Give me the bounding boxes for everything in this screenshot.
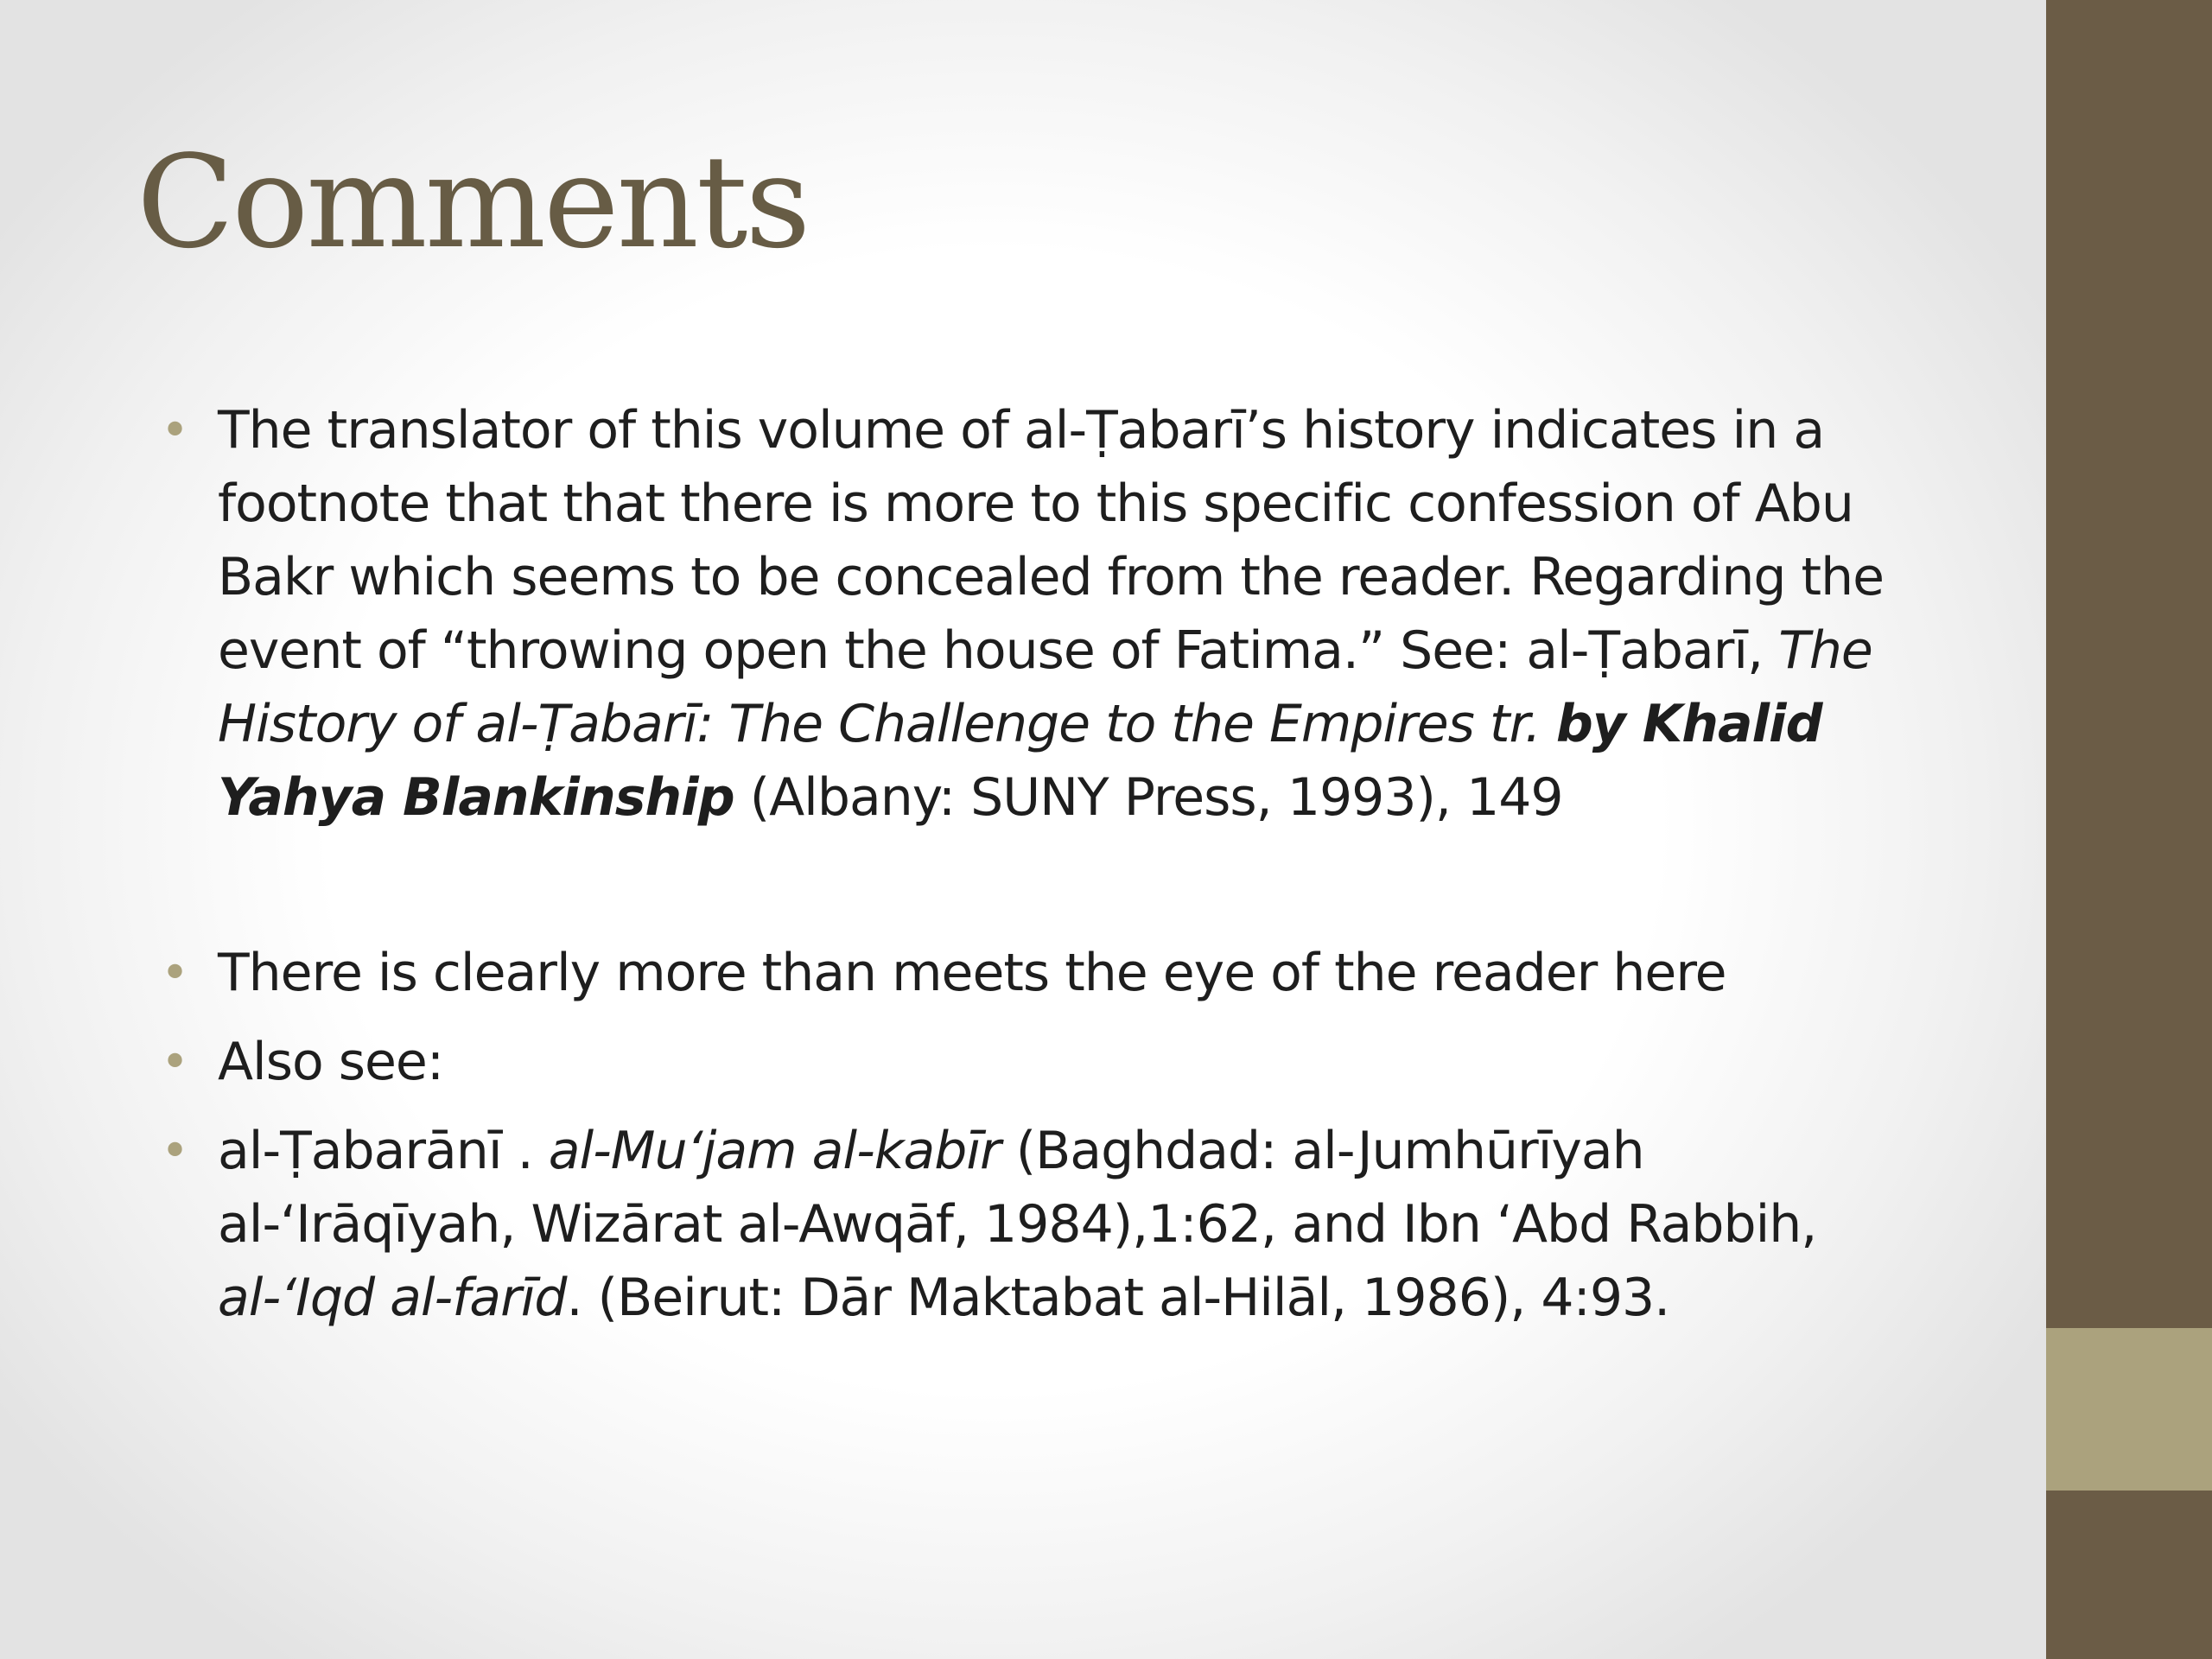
slide-body: [156, 394, 1953, 1351]
citation-publisher: (Albany: SUNY Press, 1993), 149: [734, 767, 1563, 828]
bullet-item-also-see: [156, 1026, 1953, 1099]
bullet-text: The translator of this volume of al-Ṭabarī’s history indicates in a footnote that that there is more to this specific confession of Abu Bakr which seems to be concealed from the reader. Regarding the event of “throwing open the house of Fatima.” See: al-Ṭabarī,: [218, 400, 1885, 681]
reference-details: (Baghdad: al-Jumhūrīyah al-‘Irāqīyah, Wizārat al-Awqāf, 1984),1:62, and Ibn ‘Abd Rabbih,: [218, 1121, 1817, 1255]
reference-title-italic: al-‘Iqd al-farīd: [218, 1268, 567, 1328]
book-title-italic: The History of al-Ṭabarī: The Challenge to the Empires tr.: [218, 620, 1872, 754]
bullet-dot-icon: •: [161, 403, 189, 459]
bullet-text: There is clearly more than meets the eye of the reader here: [218, 943, 1726, 1003]
bullet-item-references: [156, 1115, 1953, 1335]
bullet-text: Also see:: [218, 1032, 444, 1092]
translator-name: by Khalid Yahya Blankinship: [218, 694, 1822, 828]
bullet-item-more-than-meets-eye: [156, 937, 1953, 1010]
bullet-dot-icon: •: [161, 945, 189, 1001]
bullet-dot-icon: •: [161, 1123, 189, 1179]
bullet-dot-icon: •: [161, 1034, 189, 1090]
slide-title: Comments: [137, 128, 809, 276]
reference-author: al-Ṭabarānī .: [218, 1121, 549, 1181]
bullet-list: [156, 394, 1953, 1335]
bullet-item-translator-note: [156, 394, 1953, 835]
reference-title-italic: al-Mu‘jam al-kabīr: [548, 1121, 1001, 1181]
sidebar-decoration: [2046, 0, 2212, 1659]
reference-details: . (Beirut: Dār Maktabat al-Hilāl, 1986), 4:93.: [566, 1268, 1670, 1328]
sidebar-accent-block: [2046, 1328, 2212, 1491]
